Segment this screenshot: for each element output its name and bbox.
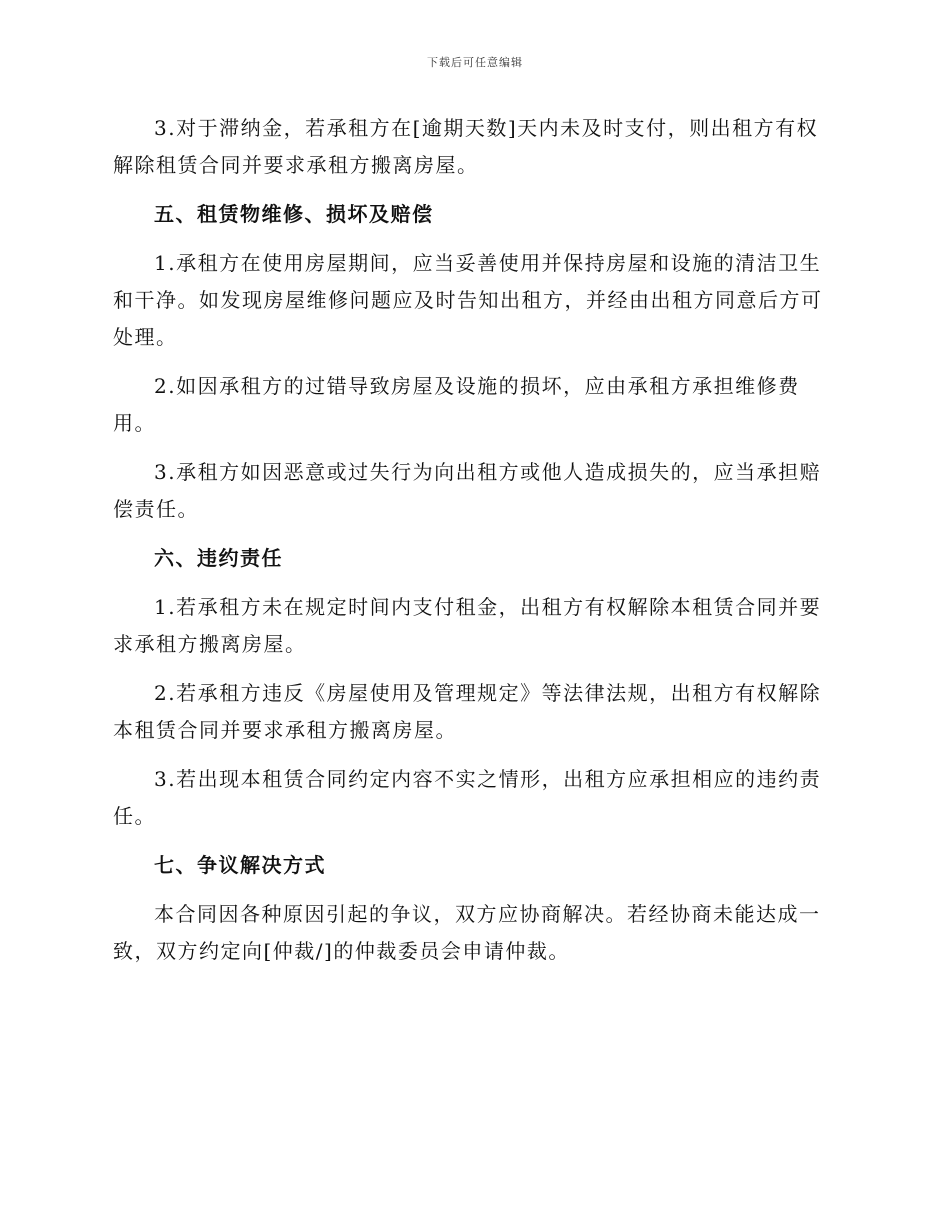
clause-4-3-late-fee: 3.对于滞纳金，若承租方在[逾期天数]天内未及时支付，则出租方有权解除租赁合同并要求承租方搬离房屋。 bbox=[113, 116, 819, 177]
section-heading-7: 七、争议解决方式 bbox=[154, 853, 326, 877]
document-body bbox=[113, 110, 833, 982]
section-heading-6: 六、违约责任 bbox=[154, 546, 283, 570]
clause-6-3: 3.若出现本租赁合同约定内容不实之情形，出租方应承担相应的违约责任。 bbox=[113, 767, 822, 828]
clause-5-3: 3.承租方如因恶意或过失行为向出租方或他人造成损失的，应当承担赔偿责任。 bbox=[113, 460, 822, 521]
clause-5-2: 2.如因承租方的过错导致房屋及设施的损坏，应由承租方承担维修费用。 bbox=[113, 374, 800, 435]
section-heading-5: 五、租赁物维修、损坏及赔偿 bbox=[154, 202, 434, 226]
page-header: 下载后可任意编辑 bbox=[427, 56, 523, 69]
clause-5-1: 1.承租方在使用房屋期间，应当妥善使用并保持房屋和设施的清洁卫生和干净。如发现房屋维修问题应及时告知出租方，并经由出租方同意后方可处理。 bbox=[113, 251, 823, 349]
clause-6-2: 2.若承租方违反《房屋使用及管理规定》等法律法规，出租方有权解除本租赁合同并要求承租方搬离房屋。 bbox=[113, 681, 822, 742]
clause-7-dispute: 本合同因各种原因引起的争议，双方应协商解决。若经协商未能达成一致，双方约定向[仲裁/]的仲裁委员会申请仲裁。 bbox=[113, 902, 821, 963]
clause-6-1: 1.若承租方未在规定时间内支付租金，出租方有权解除本租赁合同并要求承租方搬离房屋。 bbox=[113, 595, 822, 656]
